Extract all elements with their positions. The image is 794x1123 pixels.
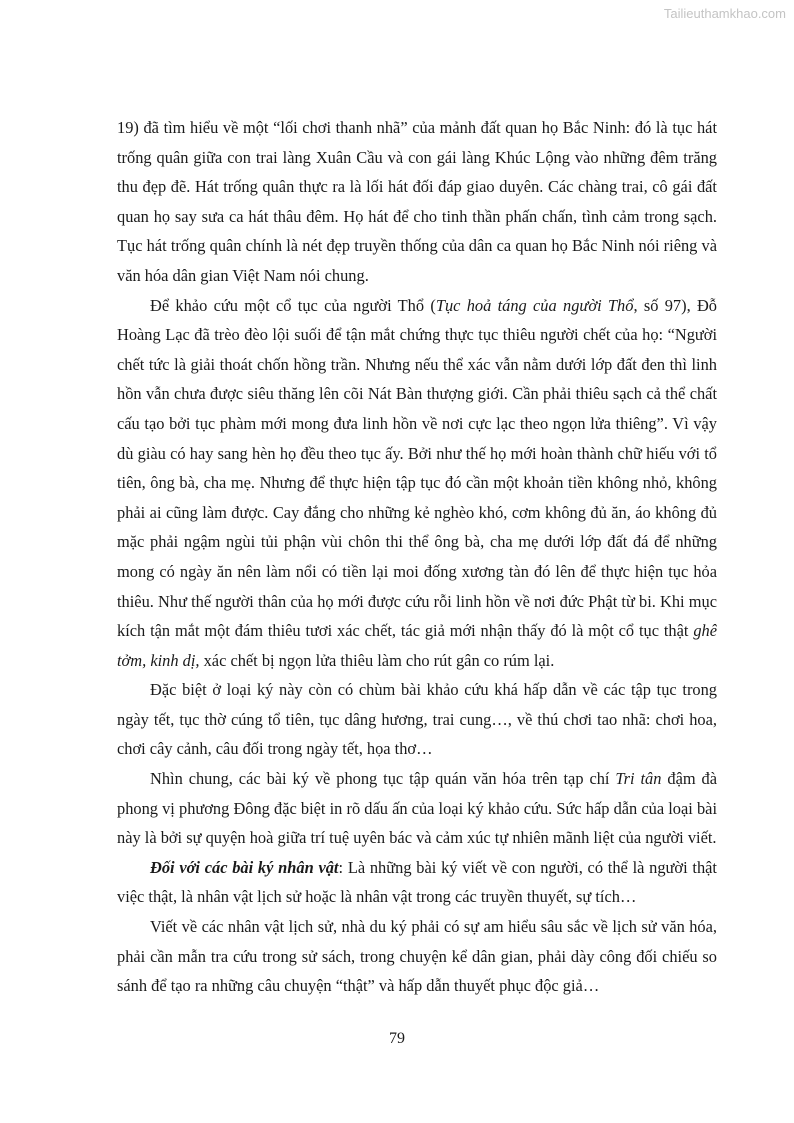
page-number: 79 <box>389 1030 405 1047</box>
book-title-italic: Tục hoả táng của người Thổ <box>435 295 634 315</box>
journal-title-italic: Tri tân <box>615 769 662 789</box>
paragraph-2 <box>117 291 717 676</box>
paragraph-4-text-a: Nhìn chung, các bài ký về phong tục tập quán văn hóa trên tạp chí <box>150 769 616 789</box>
paragraph-2-text-a: Để khảo cứu một cổ tục của người Thổ ( <box>150 295 436 315</box>
paragraph-1 <box>117 113 717 291</box>
emphasis-italic: ghê tởm, kinh dị, <box>117 621 717 670</box>
paragraph-6-text: Viết về các nhân vật lịch sử, nhà du ký phải có sự am hiểu sâu sắc về lịch sử văn hóa, phải cần mẫn tra cứu trong sử sách, trong chuyện kể dân gian, phải dày công đối chiếu so sánh để tạo ra những câu chuyện “thật” và hấp dẫn thuyết phục độc giả… <box>117 917 717 996</box>
document-body <box>117 113 717 1001</box>
paragraph-3 <box>117 675 717 764</box>
paragraph-2-text-c: xác chết bị ngọn lửa thiêu làm cho rút gân co rúm lại. <box>199 650 555 670</box>
paragraph-4 <box>117 764 717 853</box>
paragraph-2-text-b: , số 97), Đỗ Hoàng Lạc đã trèo đèo lội suối để tận mắt chứng thực tục thiêu người chết của họ: “Người chết tức là giải thoát chốn hồng trần. Nhưng nếu thể xác vẫn nằm dưới lớp đất đen thì linh hồn vẫn chưa được siêu thăng lên cõi Nát Bàn thượng giới. Cần phải thiêu sạch cả thể chất cấu tạo bởi tục phàm mới mong đưa linh hồn về nơi cực lạc theo ngọn lửa thiêng”. Vì vậy dù giàu có hay sang hèn họ đều theo tục ấy. Bởi như thế họ mới hoàn thành chữ hiếu với tổ tiên, ông bà, cha mẹ. Nhưng để thực hiện tập tục đó cần một khoản tiền không nhỏ, không phải ai cũng làm được. Cay đắng cho những kẻ nghèo khó, cơm không đủ ăn, áo không đủ mặc phải ngậm ngùi tủi phận vùi chôn thi thể ông bà, cha mẹ dưới lớp đất đá để những mong có ngày ăn nên làm nổi có tiền lại moi đống xương tàn đó lên để thực hiện tục hỏa thiêu. Như thế người thân của họ mới được cứu rỗi linh hồn về nơi đức Phật từ bi. Khi mục kích tận mắt một đám thiêu tươi xác chết, tác giả mới nhận thấy đó là một cổ tục thật <box>117 295 718 641</box>
paragraph-5-text: : Là những bài ký viết về con người, có thể là người thật việc thật, là nhân vật lịch sử hoặc là nhân vật trong các truyền thuyết, sự tích… <box>117 857 717 907</box>
watermark-text: Tailieuthamkhao.com <box>663 6 786 21</box>
paragraph-6 <box>117 912 717 1001</box>
paragraph-5 <box>117 853 717 912</box>
paragraph-3-text: Đặc biệt ở loại ký này còn có chùm bài khảo cứu khá hấp dẫn về các tập tục trong ngày tết, tục thờ cúng tổ tiên, tục dâng hương, trai cung…, về thú chơi tao nhã: chơi hoa, chơi cây cảnh, câu đối trong ngày tết, họa thơ… <box>117 680 717 759</box>
paragraph-1-text: 19) đã tìm hiểu về một “lối chơi thanh nhã” của mảnh đất quan họ Bắc Ninh: đó là tục hát trống quân giữa con trai làng Xuân Cầu và con gái làng Khúc Lộng vào những đêm trăng thu đẹp đẽ. Hát trống quân thực ra là lối hát đối đáp giao duyên. Các chàng trai, cô gái đất quan họ say sưa ca hát thâu đêm. Họ hát để cho tinh thần phấn chấn, tình cảm trong sạch. Tục hát trống quân chính là nét đẹp truyền thống của dân ca quan họ Bắc Ninh nói riêng và văn hóa dân gian Việt Nam nói chung. <box>117 118 717 285</box>
section-heading-bold-italic: Đối với các bài ký nhân vật <box>150 857 339 877</box>
paragraph-4-text-b: đậm đà phong vị phương Đông đặc biệt in rõ dấu ấn của loại ký khảo cứu. Sức hấp dẫn của loại bài này là bởi sự quyện hoà giữa trí tuệ uyên bác và cảm xúc tự nhiên mãnh liệt của người viết. <box>117 769 718 848</box>
